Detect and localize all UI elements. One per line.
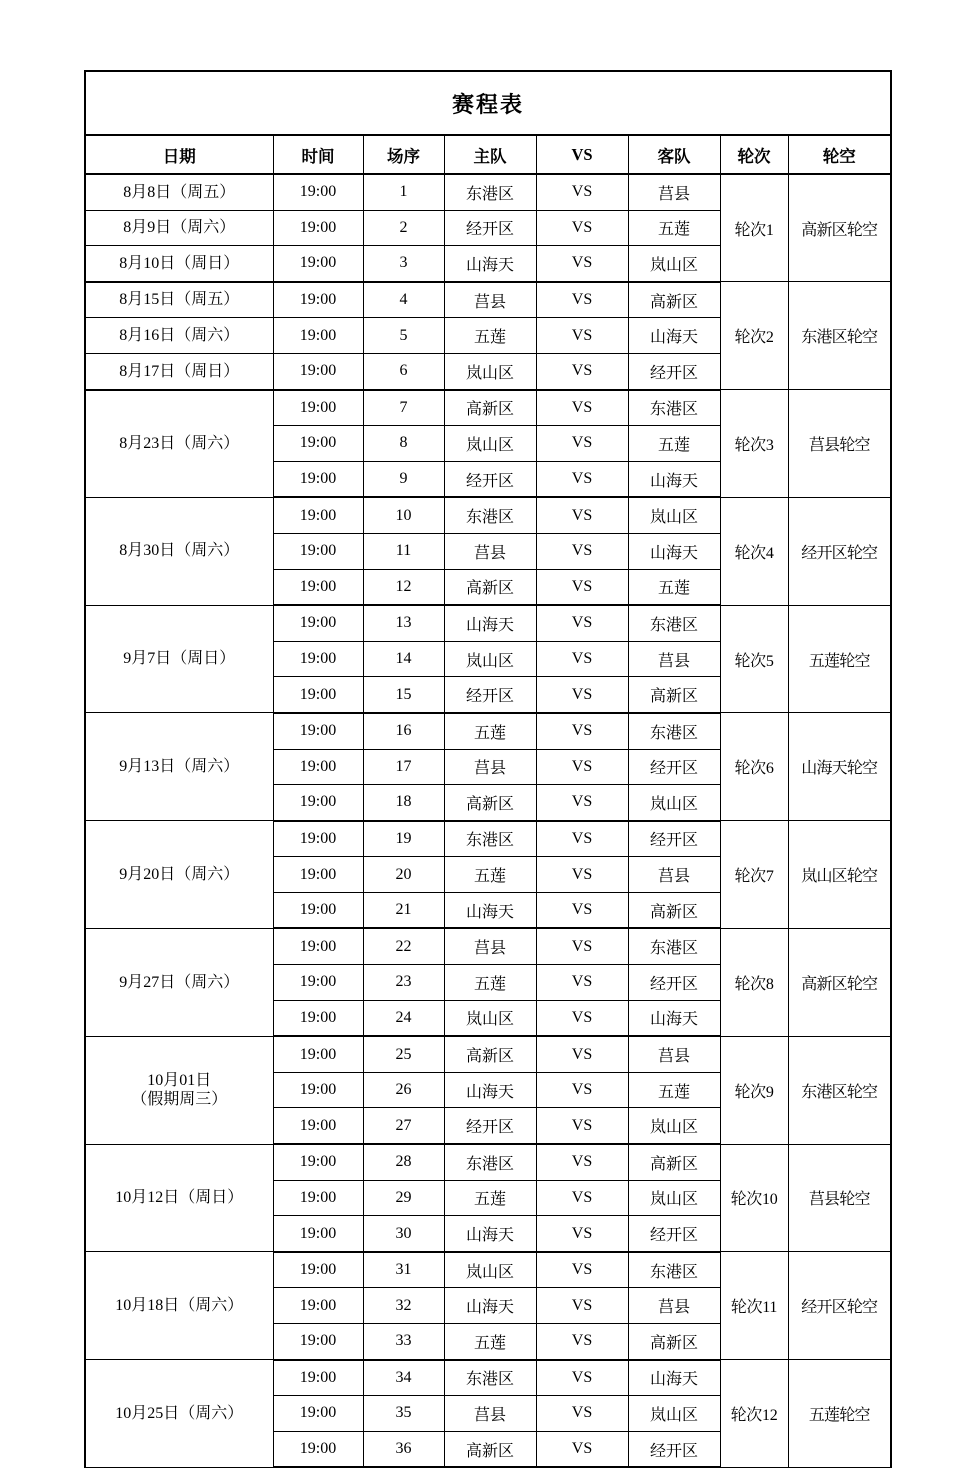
cell-vs: VS — [536, 1252, 628, 1288]
cell-date — [85, 605, 273, 713]
cell-time: 19:00 — [273, 1072, 363, 1108]
cell-match-no: 20 — [363, 857, 444, 893]
cell-match-no: 15 — [363, 677, 444, 713]
cell-date — [85, 390, 273, 498]
cell-time: 19:00 — [273, 641, 363, 677]
date-line: 8月23日（周六） — [119, 434, 240, 452]
cell-away-team: 五莲 — [628, 569, 720, 605]
cell-time: 19:00 — [273, 785, 363, 821]
date-line: 9月13日（周六） — [119, 758, 240, 776]
cell-home-team: 五莲 — [444, 1324, 536, 1360]
cell-away-team: 经开区 — [628, 821, 720, 857]
cell-home-team: 莒县 — [444, 749, 536, 785]
cell-match-no: 7 — [363, 390, 444, 426]
cell-match-no: 33 — [363, 1324, 444, 1360]
cell-vs: VS — [536, 1288, 628, 1324]
cell-bye: 东港区轮空 — [788, 282, 891, 390]
table-row — [85, 1144, 891, 1180]
date-line: 8月30日（周六） — [119, 542, 240, 560]
cell-round: 轮次8 — [720, 928, 788, 1036]
cell-away-team: 五莲 — [628, 210, 720, 246]
cell-home-team: 东港区 — [444, 1144, 536, 1180]
cell-vs: VS — [536, 821, 628, 857]
cell-home-team: 经开区 — [444, 677, 536, 713]
cell-home-team: 莒县 — [444, 1396, 536, 1432]
cell-home-team: 东港区 — [444, 1360, 536, 1396]
cell-home-team: 山海天 — [444, 246, 536, 282]
cell-round: 轮次6 — [720, 713, 788, 821]
cell-vs: VS — [536, 1108, 628, 1144]
column-header-away: 客队 — [628, 135, 720, 174]
cell-away-team: 高新区 — [628, 677, 720, 713]
cell-vs: VS — [536, 426, 628, 462]
cell-away-team: 经开区 — [628, 1431, 720, 1467]
cell-vs: VS — [536, 857, 628, 893]
cell-time: 19:00 — [273, 318, 363, 354]
date-line: 10月18日（周六） — [115, 1296, 244, 1314]
cell-home-team: 山海天 — [444, 1288, 536, 1324]
cell-time: 19:00 — [273, 749, 363, 785]
cell-time: 19:00 — [273, 1431, 363, 1467]
cell-date — [85, 928, 273, 1036]
table-row — [85, 390, 891, 426]
cell-home-team: 山海天 — [444, 1216, 536, 1252]
table-row — [85, 282, 891, 318]
table-row — [85, 1036, 891, 1072]
cell-date — [85, 210, 273, 246]
cell-vs: VS — [536, 892, 628, 928]
cell-date — [85, 174, 273, 210]
cell-vs: VS — [536, 1000, 628, 1036]
cell-home-team: 五莲 — [444, 857, 536, 893]
cell-home-team: 经开区 — [444, 210, 536, 246]
cell-match-no: 6 — [363, 353, 444, 389]
cell-match-no: 31 — [363, 1252, 444, 1288]
cell-vs: VS — [536, 174, 628, 210]
date-line: 8月16日（周六） — [119, 326, 240, 344]
cell-round: 轮次9 — [720, 1036, 788, 1144]
date-line: 9月20日（周六） — [119, 865, 240, 883]
cell-time: 19:00 — [273, 461, 363, 497]
cell-home-team: 五莲 — [444, 713, 536, 749]
cell-bye: 岚山区轮空 — [788, 821, 891, 929]
cell-away-team: 山海天 — [628, 461, 720, 497]
cell-round: 轮次5 — [720, 605, 788, 713]
cell-match-no: 9 — [363, 461, 444, 497]
cell-time: 19:00 — [273, 821, 363, 857]
date-line: 9月7日（周日） — [123, 650, 236, 668]
cell-match-no: 26 — [363, 1072, 444, 1108]
date-line: 8月17日（周日） — [119, 362, 240, 380]
date-line: （假期周三） — [131, 1091, 228, 1109]
cell-vs: VS — [536, 785, 628, 821]
cell-time: 19:00 — [273, 1360, 363, 1396]
schedule-table-body — [85, 71, 891, 1467]
cell-match-no: 2 — [363, 210, 444, 246]
cell-vs: VS — [536, 928, 628, 964]
cell-match-no: 25 — [363, 1036, 444, 1072]
cell-time: 19:00 — [273, 533, 363, 569]
cell-date — [85, 1036, 273, 1144]
cell-home-team: 高新区 — [444, 1431, 536, 1467]
cell-round: 轮次12 — [720, 1360, 788, 1468]
cell-time: 19:00 — [273, 390, 363, 426]
cell-date — [85, 1360, 273, 1468]
cell-home-team: 岚山区 — [444, 353, 536, 389]
cell-time: 19:00 — [273, 1108, 363, 1144]
cell-home-team: 山海天 — [444, 892, 536, 928]
cell-match-no: 5 — [363, 318, 444, 354]
cell-home-team: 莒县 — [444, 282, 536, 318]
cell-time: 19:00 — [273, 1396, 363, 1432]
date-line: 10月12日（周日） — [115, 1189, 244, 1207]
cell-home-team: 莒县 — [444, 928, 536, 964]
cell-away-team: 高新区 — [628, 282, 720, 318]
table-row — [85, 174, 891, 210]
table-row — [85, 1360, 891, 1396]
cell-time: 19:00 — [273, 965, 363, 1001]
cell-away-team: 岚山区 — [628, 1396, 720, 1432]
cell-home-team: 岚山区 — [444, 1000, 536, 1036]
cell-time: 19:00 — [273, 605, 363, 641]
cell-match-no: 17 — [363, 749, 444, 785]
cell-round: 轮次2 — [720, 282, 788, 390]
date-line: 8月10日（周日） — [119, 254, 240, 272]
cell-away-team: 东港区 — [628, 605, 720, 641]
cell-time: 19:00 — [273, 892, 363, 928]
cell-time: 19:00 — [273, 857, 363, 893]
cell-home-team: 东港区 — [444, 174, 536, 210]
cell-bye: 莒县轮空 — [788, 390, 891, 498]
cell-match-no: 23 — [363, 965, 444, 1001]
cell-round: 轮次10 — [720, 1144, 788, 1252]
cell-match-no: 32 — [363, 1288, 444, 1324]
cell-vs: VS — [536, 713, 628, 749]
cell-bye: 东港区轮空 — [788, 1036, 891, 1144]
cell-vs: VS — [536, 677, 628, 713]
cell-vs: VS — [536, 605, 628, 641]
table-row — [85, 713, 891, 749]
cell-away-team: 经开区 — [628, 749, 720, 785]
cell-vs: VS — [536, 1180, 628, 1216]
cell-away-team: 岚山区 — [628, 1180, 720, 1216]
cell-time: 19:00 — [273, 1216, 363, 1252]
cell-vs: VS — [536, 282, 628, 318]
cell-match-no: 24 — [363, 1000, 444, 1036]
cell-bye: 五莲轮空 — [788, 605, 891, 713]
cell-vs: VS — [536, 1216, 628, 1252]
title-row — [85, 71, 891, 135]
cell-match-no: 16 — [363, 713, 444, 749]
cell-time: 19:00 — [273, 569, 363, 605]
cell-time: 19:00 — [273, 1000, 363, 1036]
cell-away-team: 五莲 — [628, 426, 720, 462]
cell-vs: VS — [536, 749, 628, 785]
cell-vs: VS — [536, 1396, 628, 1432]
table-row — [85, 928, 891, 964]
cell-date — [85, 318, 273, 354]
table-row — [85, 497, 891, 533]
page-title: 赛程表 — [85, 71, 891, 135]
cell-round: 轮次7 — [720, 821, 788, 929]
cell-match-no: 14 — [363, 641, 444, 677]
cell-away-team: 高新区 — [628, 1324, 720, 1360]
cell-match-no: 1 — [363, 174, 444, 210]
cell-date — [85, 821, 273, 929]
cell-bye: 山海天轮空 — [788, 713, 891, 821]
cell-vs: VS — [536, 533, 628, 569]
cell-round: 轮次1 — [720, 174, 788, 282]
cell-match-no: 3 — [363, 246, 444, 282]
cell-time: 19:00 — [273, 1324, 363, 1360]
column-header-vs: VS — [536, 135, 628, 174]
cell-vs: VS — [536, 1144, 628, 1180]
cell-match-no: 13 — [363, 605, 444, 641]
cell-vs: VS — [536, 965, 628, 1001]
cell-home-team: 五莲 — [444, 965, 536, 1001]
cell-match-no: 30 — [363, 1216, 444, 1252]
cell-match-no: 10 — [363, 497, 444, 533]
cell-away-team: 高新区 — [628, 1144, 720, 1180]
cell-time: 19:00 — [273, 497, 363, 533]
cell-home-team: 经开区 — [444, 1108, 536, 1144]
cell-away-team: 山海天 — [628, 1360, 720, 1396]
cell-vs: VS — [536, 1324, 628, 1360]
cell-vs: VS — [536, 210, 628, 246]
cell-round: 轮次11 — [720, 1252, 788, 1360]
cell-vs: VS — [536, 318, 628, 354]
cell-away-team: 岚山区 — [628, 785, 720, 821]
cell-match-no: 35 — [363, 1396, 444, 1432]
table-row — [85, 1252, 891, 1288]
cell-match-no: 4 — [363, 282, 444, 318]
date-line: 10月01日 — [147, 1071, 212, 1089]
cell-date — [85, 1144, 273, 1252]
cell-home-team: 高新区 — [444, 1036, 536, 1072]
cell-away-team: 岚山区 — [628, 497, 720, 533]
cell-vs: VS — [536, 1036, 628, 1072]
cell-time: 19:00 — [273, 174, 363, 210]
column-header-round: 轮次 — [720, 135, 788, 174]
cell-date — [85, 497, 273, 605]
schedule-table — [84, 70, 892, 1468]
cell-time: 19:00 — [273, 928, 363, 964]
table-row — [85, 821, 891, 857]
cell-vs: VS — [536, 1431, 628, 1467]
cell-vs: VS — [536, 1072, 628, 1108]
cell-away-team: 东港区 — [628, 390, 720, 426]
cell-round: 轮次3 — [720, 390, 788, 498]
cell-bye: 高新区轮空 — [788, 928, 891, 1036]
cell-bye: 五莲轮空 — [788, 1360, 891, 1468]
cell-time: 19:00 — [273, 713, 363, 749]
cell-away-team: 高新区 — [628, 892, 720, 928]
cell-date — [85, 713, 273, 821]
cell-home-team: 岚山区 — [444, 426, 536, 462]
cell-date — [85, 282, 273, 318]
cell-away-team: 莒县 — [628, 641, 720, 677]
cell-match-no: 22 — [363, 928, 444, 964]
cell-away-team: 东港区 — [628, 928, 720, 964]
cell-bye: 经开区轮空 — [788, 1252, 891, 1360]
cell-time: 19:00 — [273, 677, 363, 713]
cell-away-team: 东港区 — [628, 1252, 720, 1288]
cell-time: 19:00 — [273, 1252, 363, 1288]
cell-match-no: 34 — [363, 1360, 444, 1396]
cell-time: 19:00 — [273, 353, 363, 389]
cell-time: 19:00 — [273, 1180, 363, 1216]
cell-home-team: 五莲 — [444, 318, 536, 354]
column-header-bye: 轮空 — [788, 135, 891, 174]
column-header-match-no: 场序 — [363, 135, 444, 174]
cell-time: 19:00 — [273, 426, 363, 462]
cell-vs: VS — [536, 497, 628, 533]
cell-match-no: 8 — [363, 426, 444, 462]
cell-match-no: 11 — [363, 533, 444, 569]
cell-bye: 莒县轮空 — [788, 1144, 891, 1252]
cell-vs: VS — [536, 246, 628, 282]
cell-vs: VS — [536, 641, 628, 677]
cell-home-team: 东港区 — [444, 497, 536, 533]
cell-vs: VS — [536, 461, 628, 497]
cell-home-team: 高新区 — [444, 785, 536, 821]
cell-away-team: 山海天 — [628, 1000, 720, 1036]
cell-away-team: 岚山区 — [628, 246, 720, 282]
cell-time: 19:00 — [273, 1288, 363, 1324]
cell-bye: 高新区轮空 — [788, 174, 891, 282]
cell-home-team: 山海天 — [444, 1072, 536, 1108]
cell-away-team: 岚山区 — [628, 1108, 720, 1144]
cell-vs: VS — [536, 390, 628, 426]
cell-match-no: 27 — [363, 1108, 444, 1144]
cell-date — [85, 246, 273, 282]
date-line: 8月8日（周五） — [123, 183, 236, 201]
column-header-date: 日期 — [85, 135, 273, 174]
cell-home-team: 岚山区 — [444, 641, 536, 677]
cell-away-team: 经开区 — [628, 353, 720, 389]
cell-home-team: 五莲 — [444, 1180, 536, 1216]
cell-time: 19:00 — [273, 246, 363, 282]
cell-home-team: 山海天 — [444, 605, 536, 641]
column-header-home: 主队 — [444, 135, 536, 174]
cell-away-team: 经开区 — [628, 1216, 720, 1252]
cell-away-team: 山海天 — [628, 533, 720, 569]
schedule-sheet — [84, 70, 890, 1468]
cell-home-team: 高新区 — [444, 569, 536, 605]
cell-away-team: 东港区 — [628, 713, 720, 749]
cell-date — [85, 1252, 273, 1360]
cell-match-no: 28 — [363, 1144, 444, 1180]
cell-home-team: 莒县 — [444, 533, 536, 569]
cell-match-no: 29 — [363, 1180, 444, 1216]
cell-away-team: 五莲 — [628, 1072, 720, 1108]
date-line: 8月9日（周六） — [123, 219, 236, 237]
cell-home-team: 高新区 — [444, 390, 536, 426]
cell-time: 19:00 — [273, 210, 363, 246]
cell-time: 19:00 — [273, 1036, 363, 1072]
cell-home-team: 东港区 — [444, 821, 536, 857]
column-header-time: 时间 — [273, 135, 363, 174]
cell-time: 19:00 — [273, 282, 363, 318]
header-row — [85, 135, 891, 174]
date-line: 9月27日（周六） — [119, 973, 240, 991]
cell-home-team: 经开区 — [444, 461, 536, 497]
cell-date — [85, 353, 273, 389]
date-line: 10月25日（周六） — [115, 1404, 244, 1422]
table-row — [85, 605, 891, 641]
cell-round: 轮次4 — [720, 497, 788, 605]
cell-match-no: 12 — [363, 569, 444, 605]
cell-away-team: 莒县 — [628, 174, 720, 210]
cell-away-team: 山海天 — [628, 318, 720, 354]
cell-vs: VS — [536, 1360, 628, 1396]
cell-bye: 经开区轮空 — [788, 497, 891, 605]
cell-match-no: 21 — [363, 892, 444, 928]
cell-match-no: 19 — [363, 821, 444, 857]
cell-away-team: 经开区 — [628, 965, 720, 1001]
cell-home-team: 岚山区 — [444, 1252, 536, 1288]
cell-away-team: 莒县 — [628, 1036, 720, 1072]
cell-vs: VS — [536, 353, 628, 389]
cell-time: 19:00 — [273, 1144, 363, 1180]
cell-vs: VS — [536, 569, 628, 605]
cell-match-no: 18 — [363, 785, 444, 821]
cell-away-team: 莒县 — [628, 1288, 720, 1324]
date-line: 8月15日（周五） — [119, 291, 240, 309]
cell-away-team: 莒县 — [628, 857, 720, 893]
cell-match-no: 36 — [363, 1431, 444, 1467]
